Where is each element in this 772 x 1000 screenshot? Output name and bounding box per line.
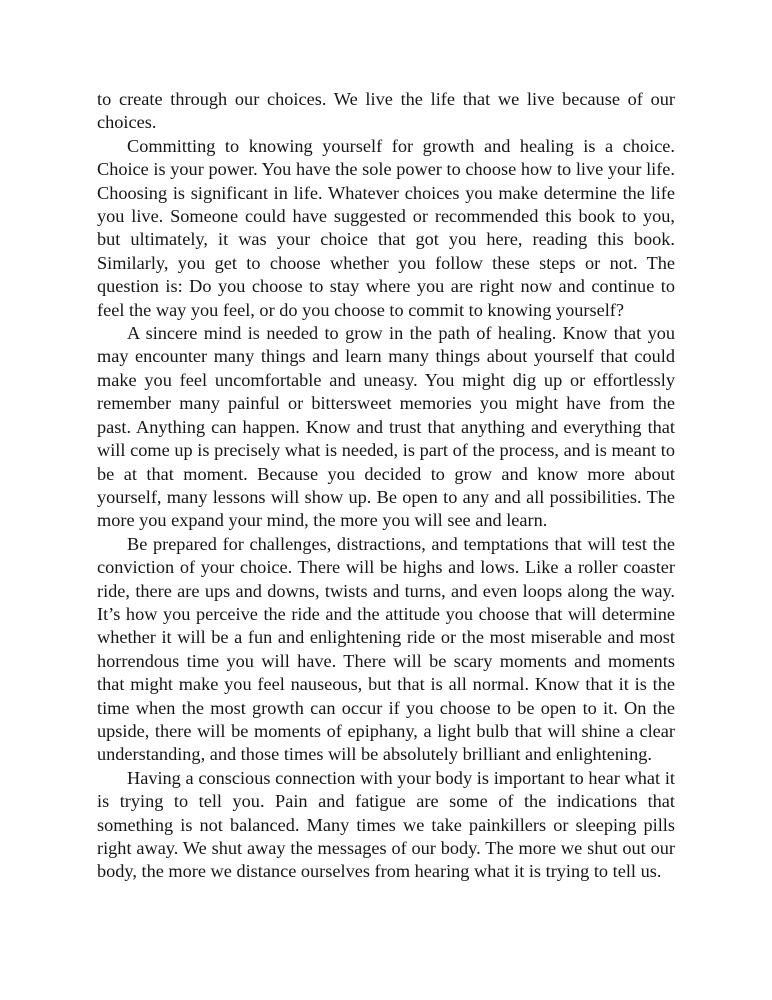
paragraph-sincere-mind: A sincere mind is needed to grow in the path of healing. Know that you may encounter many things and learn many things about yourself that could make you feel uncomfortable and uneasy. You might dig up or effortlessly remember many painful or bittersweet memories you might have from the past. Anything can happen. Know and trust that anything and everything that will come up is precisely what is needed, is part of the process, and is meant to be at that moment. Because you decided to grow and know more about yourself, many lessons will show up. Be open to any and all possibilities. The more you expand your mind, the more you will see and learn. — [97, 323, 675, 531]
paragraph-continuation: to create through our choices. We live the life that we live because of our choices. — [97, 89, 675, 133]
paragraph-body-connection: Having a conscious connection with your body is important to hear what it is trying to tell you. Pain and fatigue are some of the indications that something is not balanced. Many times we take painkillers or sleeping pills right away. We shut away the messages of our body. The more we shut out our body, the more we distance ourselves from hearing what it is trying to tell us. — [97, 767, 675, 882]
book-page-body — [97, 88, 675, 884]
paragraph-be-prepared: Be prepared for challenges, distractions, and temptations that will test the conviction of your choice. There will be highs and lows. Like a roller coaster ride, there are ups and downs, twists and turns, and even loops along the way. It’s how you perceive the ride and the attitude you choose that will determine whether it will be a fun and enlightening ride or the most miserable and most horrendous time you will have. There will be scary moments and moments that might make you feel nauseous, but that is all normal. Know that it is the time when the most growth can occur if you choose to be open to it. On the upside, there will be moments of epiphany, a light bulb that will shine a clear understanding, and those times will be absolutely brilliant and enlightening. — [97, 533, 675, 765]
paragraph-choice-is-power: Committing to knowing yourself for growth and healing is a choice. Choice is your power. You have the sole power to choose how to live your life. Choosing is significant in life. Whatever choices you make determine the life you live. Someone could have suggested or recommended this book to you, but ultimately, it was your choice that got you here, reading this book. Similarly, you get to choose whether you follow these steps or not. The question is: Do you choose to stay where you are right now and continue to feel the way you feel, or do you choose to commit to knowing yourself? — [97, 135, 675, 320]
